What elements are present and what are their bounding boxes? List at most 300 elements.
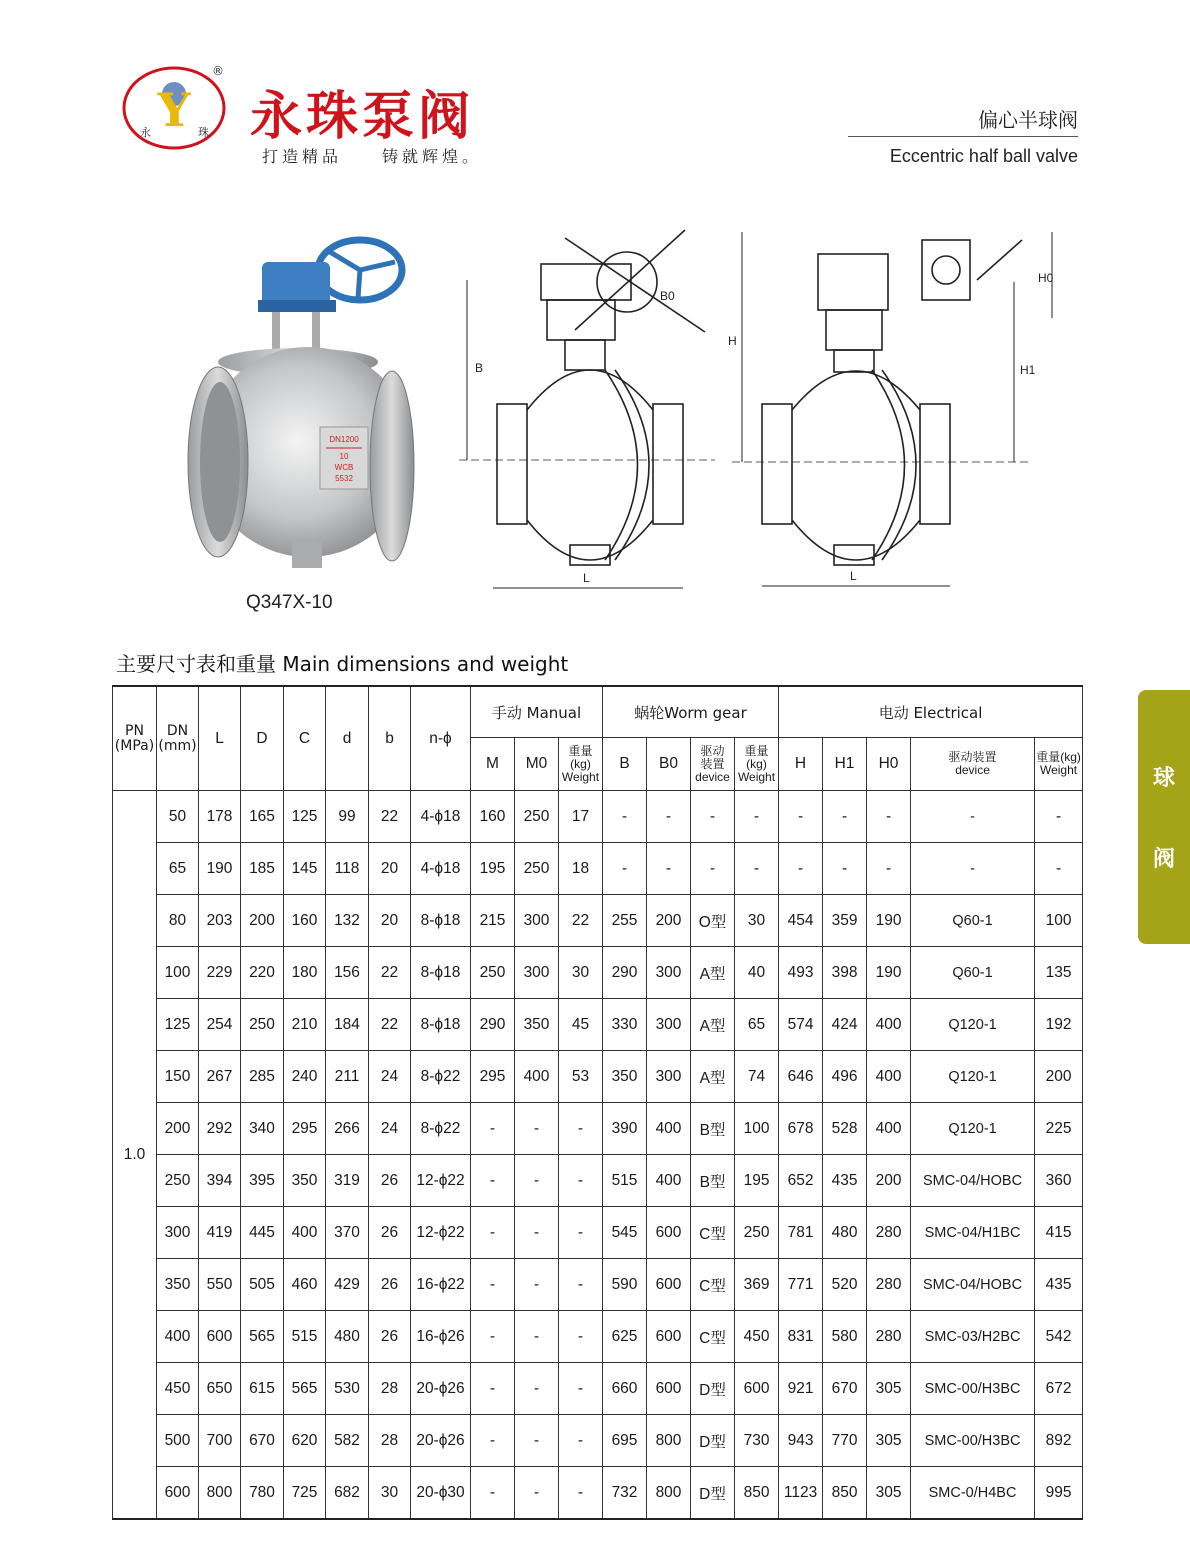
table-cell: 160: [471, 791, 515, 843]
table-cell: 395: [241, 1155, 284, 1207]
table-cell: 295: [471, 1051, 515, 1103]
table-cell: 350: [284, 1155, 326, 1207]
table-cell: 80: [157, 895, 199, 947]
table-cell: 132: [326, 895, 369, 947]
table-cell: SMC-00/H3BC: [911, 1363, 1035, 1415]
table-cell: 520: [823, 1259, 867, 1311]
table-cell: 165: [241, 791, 284, 843]
header-d-outer: D: [241, 686, 284, 791]
table-cell: Q120-1: [911, 999, 1035, 1051]
table-cell: 780: [241, 1467, 284, 1520]
table-cell: 305: [867, 1415, 911, 1467]
table-cell: -: [515, 1467, 559, 1520]
svg-text:5532: 5532: [335, 474, 353, 483]
table-cell: 850: [823, 1467, 867, 1520]
table-cell: 100: [157, 947, 199, 999]
table-cell: -: [603, 843, 647, 895]
table-cell: 771: [779, 1259, 823, 1311]
table-cell: 850: [735, 1467, 779, 1520]
svg-text:DN1200: DN1200: [329, 435, 359, 444]
table-cell: -: [515, 1259, 559, 1311]
table-cell: 190: [867, 947, 911, 999]
table-cell: 74: [735, 1051, 779, 1103]
table-cell: 450: [735, 1311, 779, 1363]
sub-header: H1: [823, 738, 867, 791]
table-cell: 480: [823, 1207, 867, 1259]
table-cell: 250: [515, 843, 559, 895]
table-cell: 125: [157, 999, 199, 1051]
table-cell: 350: [603, 1051, 647, 1103]
table-cell: 40: [735, 947, 779, 999]
table-cell: 220: [241, 947, 284, 999]
table-cell: 250: [471, 947, 515, 999]
table-cell: 16-ϕ26: [411, 1311, 471, 1363]
table-cell: 100: [735, 1103, 779, 1155]
table-cell: 210: [284, 999, 326, 1051]
svg-text:B0: B0: [660, 289, 675, 303]
table-cell: 582: [326, 1415, 369, 1467]
table-cell: 390: [603, 1103, 647, 1155]
table-cell: 565: [284, 1363, 326, 1415]
table-cell: 280: [867, 1311, 911, 1363]
table-cell: 53: [559, 1051, 603, 1103]
table-cell: 330: [603, 999, 647, 1051]
table-cell: 215: [471, 895, 515, 947]
table-cell: 295: [284, 1103, 326, 1155]
table-cell: 100: [1035, 895, 1083, 947]
table-cell: 800: [199, 1467, 241, 1520]
worm-gear-drawing: [455, 220, 720, 600]
brand-slogan: 打造精品 铸就辉煌。: [262, 147, 483, 166]
table-cell: 800: [647, 1415, 691, 1467]
table-cell: 670: [241, 1415, 284, 1467]
table-title: 主要尺寸表和重量 Main dimensions and weight: [116, 652, 569, 676]
table-cell: B型: [691, 1155, 735, 1207]
table-cell: -: [515, 1103, 559, 1155]
table-cell: 500: [157, 1415, 199, 1467]
table-cell: 695: [603, 1415, 647, 1467]
table-cell: 600: [647, 1311, 691, 1363]
table-cell: 445: [241, 1207, 284, 1259]
table-cell: 24: [369, 1103, 411, 1155]
table-cell: 435: [823, 1155, 867, 1207]
table-cell: Q60-1: [911, 895, 1035, 947]
table-cell: -: [735, 843, 779, 895]
table-cell: 660: [603, 1363, 647, 1415]
logo-char-right: 珠: [198, 126, 209, 139]
category-tab-char: 阀: [1152, 847, 1175, 872]
svg-text:L: L: [850, 569, 857, 583]
table-cell: 8-ϕ18: [411, 895, 471, 947]
header-pn: PN (MPa): [113, 686, 157, 791]
table-cell: 300: [647, 999, 691, 1051]
table-cell: 26: [369, 1259, 411, 1311]
table-cell: SMC-03/H2BC: [911, 1311, 1035, 1363]
table-cell: 190: [199, 843, 241, 895]
table-cell: 184: [326, 999, 369, 1051]
table-cell: Q60-1: [911, 947, 1035, 999]
table-cell: -: [647, 843, 691, 895]
table-cell: 200: [867, 1155, 911, 1207]
table-cell: O型: [691, 895, 735, 947]
table-cell: 943: [779, 1415, 823, 1467]
table-cell: 22: [369, 999, 411, 1051]
table-cell: 770: [823, 1415, 867, 1467]
valve-photo: [180, 222, 435, 592]
table-cell: 24: [369, 1051, 411, 1103]
table-cell: 22: [369, 791, 411, 843]
table-cell: -: [471, 1103, 515, 1155]
table-cell: 415: [1035, 1207, 1083, 1259]
sub-header: M0: [515, 738, 559, 791]
table-cell: 195: [471, 843, 515, 895]
table-cell: 800: [647, 1467, 691, 1520]
table-cell: 200: [1035, 1051, 1083, 1103]
table-cell: 30: [559, 947, 603, 999]
table-cell: 454: [779, 895, 823, 947]
table-cell: 678: [779, 1103, 823, 1155]
table-cell: 305: [867, 1363, 911, 1415]
header-group-manual: 手动 Manual: [471, 686, 603, 738]
svg-text:H: H: [728, 334, 737, 348]
table-cell: -: [559, 1103, 603, 1155]
table-cell: 185: [241, 843, 284, 895]
table-cell: 600: [157, 1467, 199, 1520]
table-cell: 192: [1035, 999, 1083, 1051]
table-cell: 65: [735, 999, 779, 1051]
table-cell: 300: [647, 947, 691, 999]
table-cell: 732: [603, 1467, 647, 1520]
table-cell: 17: [559, 791, 603, 843]
table-cell: 650: [199, 1363, 241, 1415]
table-cell: 20-ϕ26: [411, 1363, 471, 1415]
table-cell: 398: [823, 947, 867, 999]
table-cell: 1123: [779, 1467, 823, 1520]
sub-header: 驱动 装置 device: [691, 738, 735, 791]
table-cell: 480: [326, 1311, 369, 1363]
svg-text:L: L: [583, 571, 590, 585]
table-cell: 250: [241, 999, 284, 1051]
table-cell: -: [471, 1415, 515, 1467]
table-row: [113, 895, 1083, 947]
table-cell: 369: [735, 1259, 779, 1311]
table-cell: 26: [369, 1311, 411, 1363]
svg-text:B: B: [475, 361, 484, 375]
table-cell: 28: [369, 1363, 411, 1415]
table-cell: 4-ϕ18: [411, 843, 471, 895]
table-cell: 300: [515, 895, 559, 947]
table-cell: 600: [735, 1363, 779, 1415]
table-cell: -: [559, 1155, 603, 1207]
table-cell: A型: [691, 947, 735, 999]
table-cell: 600: [647, 1259, 691, 1311]
table-cell: 250: [157, 1155, 199, 1207]
table-row: [113, 1259, 1083, 1311]
table-cell: SMC-04/H1BC: [911, 1207, 1035, 1259]
table-cell: 574: [779, 999, 823, 1051]
table-cell: 394: [199, 1155, 241, 1207]
table-cell: 200: [647, 895, 691, 947]
table-cell: 429: [326, 1259, 369, 1311]
table-cell: 515: [603, 1155, 647, 1207]
sub-header: B0: [647, 738, 691, 791]
table-cell: 319: [326, 1155, 369, 1207]
header-c: C: [284, 686, 326, 791]
table-cell: 180: [284, 947, 326, 999]
table-cell: -: [515, 1363, 559, 1415]
table-cell: 496: [823, 1051, 867, 1103]
header-dn: DN (mm): [157, 686, 199, 791]
table-cell: 266: [326, 1103, 369, 1155]
table-cell: 30: [735, 895, 779, 947]
category-tab-char: 球: [1152, 766, 1175, 791]
header-n-phi: n-ϕ: [411, 686, 471, 791]
dimensions-table: [112, 685, 1083, 1520]
table-cell: 254: [199, 999, 241, 1051]
model-label: Q347X-10: [246, 592, 333, 613]
table-cell: 156: [326, 947, 369, 999]
table-cell: 600: [199, 1311, 241, 1363]
table-cell: 580: [823, 1311, 867, 1363]
table-cell: 300: [647, 1051, 691, 1103]
sub-header: 重量(kg) Weight: [559, 738, 603, 791]
table-cell: 305: [867, 1467, 911, 1520]
table-cell: 12-ϕ22: [411, 1207, 471, 1259]
table-cell: -: [779, 843, 823, 895]
table-cell: -: [559, 1415, 603, 1467]
table-cell: -: [471, 1155, 515, 1207]
table-cell: 435: [1035, 1259, 1083, 1311]
table-cell: -: [867, 843, 911, 895]
table-cell: 280: [867, 1259, 911, 1311]
table-cell: 195: [735, 1155, 779, 1207]
table-cell: 300: [157, 1207, 199, 1259]
table-cell: SMC-04/HOBC: [911, 1155, 1035, 1207]
table-cell: 672: [1035, 1363, 1083, 1415]
table-cell: 590: [603, 1259, 647, 1311]
table-cell: 530: [326, 1363, 369, 1415]
table-cell: 290: [471, 999, 515, 1051]
table-cell: 646: [779, 1051, 823, 1103]
table-row: [113, 1467, 1083, 1520]
table-cell: 730: [735, 1415, 779, 1467]
table-cell: 16-ϕ22: [411, 1259, 471, 1311]
table-cell: 150: [157, 1051, 199, 1103]
header-b: b: [369, 686, 411, 791]
header-group-electric: 电动 Electrical: [779, 686, 1083, 738]
table-cell: 20: [369, 895, 411, 947]
table-cell: 360: [1035, 1155, 1083, 1207]
table-cell: 280: [867, 1207, 911, 1259]
table-cell: 419: [199, 1207, 241, 1259]
title-divider: [848, 136, 1078, 137]
pn-cell: 1.0: [113, 791, 157, 1520]
table-cell: 240: [284, 1051, 326, 1103]
table-cell: C型: [691, 1207, 735, 1259]
electric-drawing: [722, 220, 1082, 600]
table-cell: 545: [603, 1207, 647, 1259]
table-cell: 400: [647, 1155, 691, 1207]
table-cell: 921: [779, 1363, 823, 1415]
table-cell: 4-ϕ18: [411, 791, 471, 843]
table-cell: -: [471, 1259, 515, 1311]
table-cell: 700: [199, 1415, 241, 1467]
table-cell: 250: [515, 791, 559, 843]
table-cell: -: [471, 1207, 515, 1259]
table-cell: 892: [1035, 1415, 1083, 1467]
table-cell: 460: [284, 1259, 326, 1311]
table-cell: 725: [284, 1467, 326, 1520]
table-cell: 22: [369, 947, 411, 999]
table-cell: 400: [157, 1311, 199, 1363]
table-cell: 203: [199, 895, 241, 947]
category-tab: [1138, 690, 1190, 944]
table-cell: -: [559, 1363, 603, 1415]
table-cell: 20: [369, 843, 411, 895]
table-row: [113, 791, 1083, 843]
table-cell: -: [823, 791, 867, 843]
table-cell: 359: [823, 895, 867, 947]
table-cell: 528: [823, 1103, 867, 1155]
table-cell: -: [515, 1207, 559, 1259]
table-row: [113, 1311, 1083, 1363]
table-cell: 565: [241, 1311, 284, 1363]
svg-text:H1: H1: [1020, 363, 1036, 377]
table-cell: 600: [647, 1363, 691, 1415]
table-cell: -: [823, 843, 867, 895]
table-cell: 400: [867, 999, 911, 1051]
product-title-cn: 偏心半球阀: [978, 108, 1078, 132]
table-cell: -: [647, 791, 691, 843]
table-cell: -: [911, 791, 1035, 843]
table-cell: C型: [691, 1311, 735, 1363]
table-cell: 20-ϕ26: [411, 1415, 471, 1467]
table-cell: 8-ϕ18: [411, 947, 471, 999]
table-cell: C型: [691, 1259, 735, 1311]
table-cell: 145: [284, 843, 326, 895]
table-cell: A型: [691, 999, 735, 1051]
table-cell: 400: [284, 1207, 326, 1259]
table-cell: 8-ϕ22: [411, 1103, 471, 1155]
table-cell: -: [471, 1467, 515, 1520]
table-cell: 26: [369, 1155, 411, 1207]
table-cell: B型: [691, 1103, 735, 1155]
table-row: [113, 843, 1083, 895]
table-cell: 20-ϕ30: [411, 1467, 471, 1520]
table-cell: 26: [369, 1207, 411, 1259]
table-cell: 229: [199, 947, 241, 999]
table-cell: 290: [603, 947, 647, 999]
logo-letter: Y: [157, 83, 191, 137]
table-cell: 267: [199, 1051, 241, 1103]
table-cell: 22: [559, 895, 603, 947]
table-cell: -: [735, 791, 779, 843]
table-cell: 350: [515, 999, 559, 1051]
table-cell: 250: [735, 1207, 779, 1259]
table-cell: D型: [691, 1363, 735, 1415]
table-cell: -: [515, 1311, 559, 1363]
table-cell: 125: [284, 791, 326, 843]
sub-header: 重量(kg) Weight: [735, 738, 779, 791]
table-cell: 682: [326, 1467, 369, 1520]
table-cell: -: [559, 1311, 603, 1363]
table-cell: 178: [199, 791, 241, 843]
table-cell: -: [867, 791, 911, 843]
table-row: [113, 1207, 1083, 1259]
table-cell: -: [911, 843, 1035, 895]
svg-text:WCB: WCB: [334, 463, 354, 472]
table-cell: -: [779, 791, 823, 843]
table-cell: -: [691, 791, 735, 843]
table-cell: 211: [326, 1051, 369, 1103]
table-cell: 200: [157, 1103, 199, 1155]
table-cell: 50: [157, 791, 199, 843]
table-cell: A型: [691, 1051, 735, 1103]
table-cell: -: [1035, 791, 1083, 843]
table-cell: 542: [1035, 1311, 1083, 1363]
table-cell: 18: [559, 843, 603, 895]
table-cell: 255: [603, 895, 647, 947]
table-cell: 225: [1035, 1103, 1083, 1155]
table-cell: 65: [157, 843, 199, 895]
product-title-en: Eccentric half ball valve: [889, 146, 1078, 166]
table-cell: 400: [867, 1103, 911, 1155]
header-l: L: [199, 686, 241, 791]
table-cell: 652: [779, 1155, 823, 1207]
svg-text:10: 10: [339, 452, 349, 461]
table-cell: 8-ϕ22: [411, 1051, 471, 1103]
table-cell: 200: [241, 895, 284, 947]
table-cell: 340: [241, 1103, 284, 1155]
sub-header: 驱动装置 device: [911, 738, 1035, 791]
table-cell: 30: [369, 1467, 411, 1520]
table-cell: 160: [284, 895, 326, 947]
table-cell: 8-ϕ18: [411, 999, 471, 1051]
logo-char-left: 永: [140, 126, 151, 139]
table-cell: 615: [241, 1363, 284, 1415]
table-cell: -: [471, 1363, 515, 1415]
table-cell: Q120-1: [911, 1103, 1035, 1155]
table-row: [113, 947, 1083, 999]
sub-header: 重量(kg) Weight: [1035, 738, 1083, 791]
table-cell: -: [1035, 843, 1083, 895]
table-cell: -: [603, 791, 647, 843]
table-cell: D型: [691, 1415, 735, 1467]
table-cell: 515: [284, 1311, 326, 1363]
table-cell: 995: [1035, 1467, 1083, 1520]
table-cell: 424: [823, 999, 867, 1051]
table-cell: 28: [369, 1415, 411, 1467]
table-cell: 831: [779, 1311, 823, 1363]
sub-header: H0: [867, 738, 911, 791]
table-cell: 370: [326, 1207, 369, 1259]
table-cell: -: [515, 1155, 559, 1207]
table-cell: 550: [199, 1259, 241, 1311]
svg-text:H0: H0: [1038, 271, 1054, 285]
table-cell: -: [691, 843, 735, 895]
table-cell: 620: [284, 1415, 326, 1467]
header-group-worm: 蜗轮Worm gear: [603, 686, 779, 738]
table-row: [113, 1103, 1083, 1155]
table-cell: 350: [157, 1259, 199, 1311]
table-cell: SMC-04/HOBC: [911, 1259, 1035, 1311]
table-cell: 600: [647, 1207, 691, 1259]
table-cell: -: [471, 1311, 515, 1363]
table-cell: 781: [779, 1207, 823, 1259]
table-cell: 285: [241, 1051, 284, 1103]
table-cell: SMC-00/H3BC: [911, 1415, 1035, 1467]
table-cell: 190: [867, 895, 911, 947]
